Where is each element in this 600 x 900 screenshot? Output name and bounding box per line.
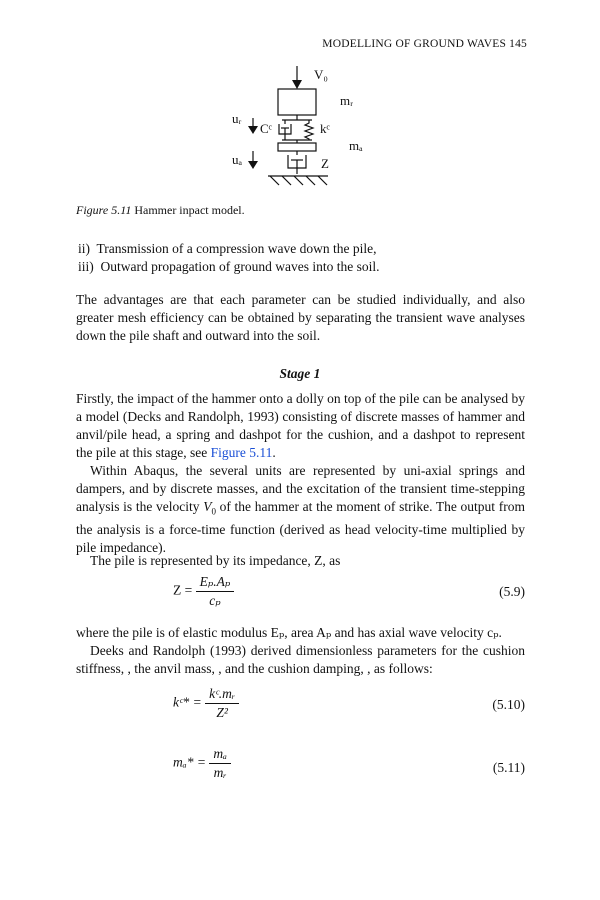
label-z: Z [321, 156, 329, 171]
hammer-mass [278, 89, 316, 115]
paragraph-deeks: Deeks and Randolph (1993) derived dimensionless parameters for the cushion stiffness, , the anvil mass, , and the cushion damping, , as follows: [76, 643, 525, 676]
figure-caption [76, 203, 245, 218]
equation-5-10: kᶜ* = $\frac{\text{kᶜ.mᵣ}}{\text{Z²}}$ [173, 686, 239, 721]
stage-list [78, 240, 379, 276]
running-header: MODELLING OF GROUND WAVES 145 [322, 38, 527, 50]
cushion-spring [305, 120, 313, 140]
paragraph-abaqus: Within Abaqus, the several units are represented by uni-axial springs and dampers, and by discrete masses, and the excitation of the transient time-stepping analysis is the velocity $V_0$ of the hammer at the moment of strike. The output from the analysis is a force-time function (derived as head velocity-time multiplied by pile impedance). [76, 463, 525, 555]
label-kc: kᶜ [320, 121, 330, 136]
label-v0: V₀ [314, 67, 328, 82]
caption-number: Figure 5.11 [76, 203, 132, 217]
paragraph-impedance: The pile is represented by its impedance, Z, as [90, 553, 341, 568]
section-heading: Stage 1 [279, 366, 321, 381]
equation-number: (5.9) [499, 584, 525, 599]
equation-5-9: Z = $\frac{\text{Eₚ.Aₚ}}{\text{cₚ}}$ [173, 574, 234, 609]
equation-number: (5.11) [492, 760, 525, 775]
list-item: iii) Outward propagation of ground waves into the soil. [78, 259, 380, 274]
label-mr: mᵣ [340, 93, 354, 108]
label-cc: Cᶜ [260, 121, 272, 136]
caption-text: Hammer inpact model. [131, 203, 245, 217]
anvil-mass [278, 143, 316, 151]
label-ur: uᵣ [232, 111, 242, 126]
hammer-impact-figure [0, 62, 600, 197]
paragraph-stage1: Firstly, the impact of the hammer onto a dolly on top of the pile can be analysed by a model (Decks and Randolph, 1993) consisting of discrete masses of hammer and anvil/pile head, a spring and dashpot for the cushion, and a dashpot to represent the pile at this stage, see Figure 5.11. [76, 391, 526, 460]
label-ua: uₐ [232, 152, 243, 167]
list-item: ii) Transmission of a compression wave down the pile, [78, 241, 377, 256]
paragraph-modulus: where the pile is of elastic modulus Eₚ, area Aₚ and has axial wave velocity cₚ. [76, 625, 502, 640]
advantages-paragraph: The advantages are that each parameter can be studied individually, and also greater mesh efficiency can be obtained by separating the transient wave analyses down the pile shaft and outward into the soil. [76, 292, 525, 343]
figure-link[interactable]: Figure 5.11 [210, 445, 273, 460]
equation-5-11: mₐ* = $\frac{\text{mₐ}}{\text{mᵣ}}$ [173, 746, 231, 781]
label-ma: mₐ [349, 138, 363, 153]
equation-number: (5.10) [492, 697, 525, 712]
